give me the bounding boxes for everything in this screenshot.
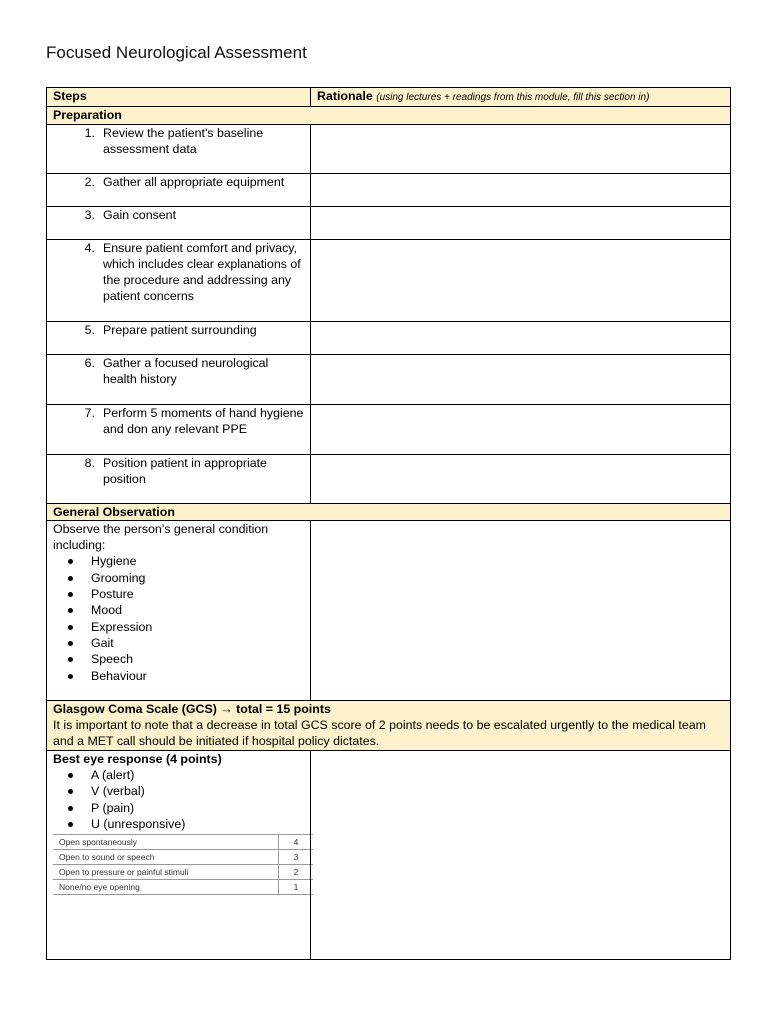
step-number: 7. [84,405,95,420]
eye-response-row [47,750,731,959]
eye-score-value: 4 [279,835,314,850]
observation-list [53,553,304,683]
step-row [47,206,731,239]
list-item: Expression [53,619,304,635]
eye-response-heading: Best eye response (4 points) [53,751,222,766]
step-number: 5. [84,322,95,337]
rationale-cell[interactable] [311,354,731,404]
table-header-row [47,88,731,107]
rationale-label: Rationale [317,89,373,103]
step-text: Gain consent [103,207,177,222]
eye-score-label: Open to sound or speech [53,850,279,865]
step-text: Perform 5 moments of hand hygiene and don any relevant PPE [103,405,304,436]
rationale-cell[interactable] [311,124,731,173]
eye-score-label: Open to pressure or painful stimuli [53,865,279,880]
step-number: 8. [84,455,95,470]
observation-row [47,520,731,700]
rationale-cell[interactable] [311,173,731,206]
rationale-cell[interactable] [311,206,731,239]
rationale-header [311,88,731,107]
rationale-cell[interactable] [311,321,731,354]
gcs-heading-prefix: Glasgow Coma Scale (GCS) [53,701,217,716]
eye-score-label: Open spontaneously [53,835,279,850]
list-item: Speech [53,651,304,667]
list-item: Mood [53,602,304,618]
step-row [47,354,731,404]
table-row [53,865,313,880]
eye-score-value: 2 [279,865,314,880]
rationale-cell[interactable] [311,750,731,959]
assessment-table [46,87,731,960]
step-text: Prepare patient surrounding [103,322,257,337]
general-observation-heading: General Observation [47,503,731,520]
eye-response-list [53,767,304,832]
list-item: Hygiene [53,553,304,569]
eye-score-label: None/no eye opening [53,880,279,895]
list-item: Behaviour [53,668,304,684]
step-number: 6. [84,355,95,370]
table-row [53,850,313,865]
step-text: Gather all appropriate equipment [103,174,285,189]
step-row [47,454,731,503]
list-item: Posture [53,586,304,602]
table-row [53,880,313,895]
step-number: 4. [84,240,95,255]
rationale-cell[interactable] [311,520,731,700]
observation-intro: Observe the person's general condition including: [53,521,269,553]
eye-score-value: 1 [279,880,314,895]
step-text: Review the patient's baseline assessment data [103,125,264,156]
rationale-cell[interactable] [311,454,731,503]
step-number: 1. [84,125,95,140]
list-item: Gait [53,635,304,651]
step-row [47,404,731,454]
section-row-preparation [47,107,731,124]
gcs-heading [53,701,724,717]
gcs-note: It is important to note that a decrease in total GCS score of 2 points needs to be escalated urgently to the medical team and a MET call should be initiated if hospital policy dictates. [53,718,706,749]
step-number: 3. [84,207,95,222]
section-row-gcs [47,700,731,750]
rationale-note: (using lectures + readings from this module, fill this section in) [376,92,650,103]
table-row [53,835,313,850]
step-row [47,124,731,173]
page-title: Focused Neurological Assessment [46,43,307,62]
section-row-general-observation [47,503,731,520]
eye-score-table [53,834,313,895]
rationale-cell[interactable] [311,239,731,321]
step-text: Gather a focused neurological health history [103,355,269,386]
preparation-heading: Preparation [47,107,731,124]
step-number: 2. [84,174,95,189]
eye-score-value: 3 [279,850,314,865]
list-item: U (unresponsive) [53,816,304,832]
step-text: Ensure patient comfort and privacy, which includes clear explanations of the procedure and addressing any patient concerns [103,240,301,304]
step-row [47,239,731,321]
rationale-cell[interactable] [311,404,731,454]
list-item: V (verbal) [53,783,304,799]
arrow-icon: → [220,701,233,716]
list-item: Grooming [53,570,304,586]
list-item: A (alert) [53,767,304,783]
step-text: Position patient in appropriate position [103,455,267,486]
step-row [47,173,731,206]
gcs-heading-suffix: total = 15 points [236,701,331,716]
steps-header: Steps [47,88,311,107]
list-item: P (pain) [53,800,304,816]
step-row [47,321,731,354]
